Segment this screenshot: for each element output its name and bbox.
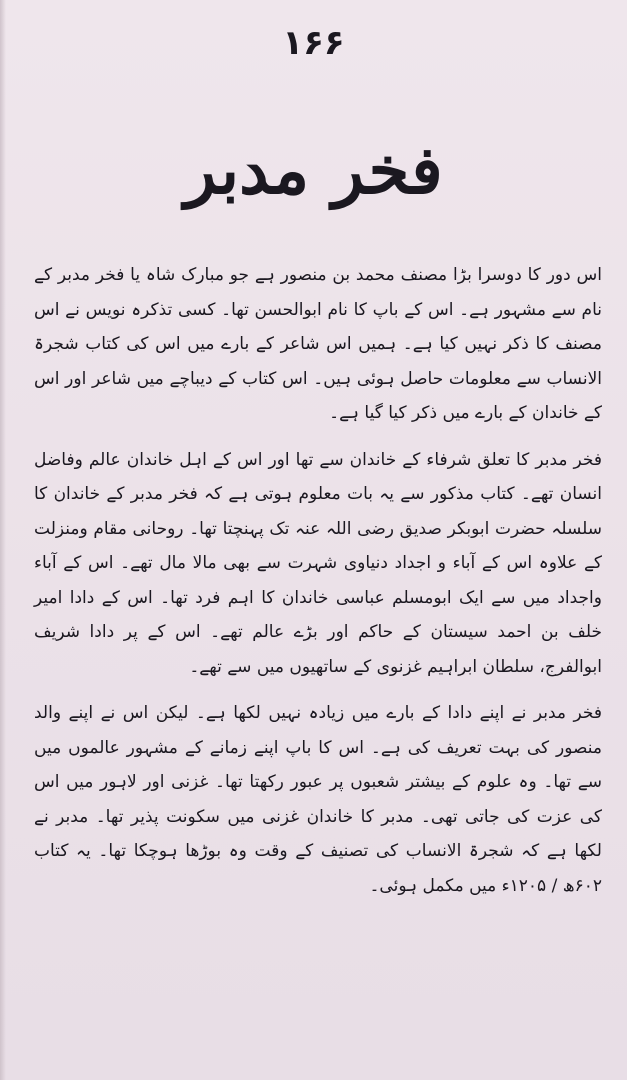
paragraph-1: اس دور کا دوسرا بڑا مصنف محمد بن منصور ہے جو مبارک شاہ یا فخر مدبر کے نام سے مشہور ہے۔ اس کے باپ کا نام ابوالحسن تھا۔ کسی تذکرہ نویس نے اس مصنف کا ذکر نہیں کیا ہے۔ ہمیں اس شاعر کے بارے میں اس کی کتاب شجرۃ الانساب سے معلومات حاصل ہوئی ہیں۔ اس کتاب کے دیباچے میں شاعر اور اس کے خاندان کے بارے میں ذکر کیا گیا ہے۔ (34, 265, 602, 423)
paragraph-2: فخر مدبر کا تعلق شرفاء کے خاندان سے تھا اور اس کے اہل خاندان عالم وفاضل انسان تھے۔ کتاب مذکور سے یہ بات معلوم ہوتی ہے کہ فخر مدبر کے خاندان کا سلسلہ حضرت ابوبکر صدیق رضی اللہ عنہ تک پہنچتا تھا۔ روحانی مقام ومنزلت کے علاوہ اس کے آباء و اجداد دنیاوی شہرت سے بھی مالا مال تھے۔ اس کے آباء واجداد میں سے ایک ابومسلم عباسی خاندان کا اہم فرد تھا۔ اس کے دادا امیر خلف بن احمد سیستان کے حاکم اور بڑے عالم تھے۔ اس کے پر دادا شریف ابوالفرج، سلطان ابراہیم غزنوی کے ساتھیوں میں سے تھے۔ (34, 449, 602, 677)
page-number: ۱۶۶ (282, 23, 345, 63)
paragraph-3: فخر مدبر نے اپنے دادا کے بارے میں زیادہ نہیں لکھا ہے۔ لیکن اس نے اپنے والد منصور کی بہت تعریف کی ہے۔ اس کا باپ اپنے زمانے کے مشہور عالموں میں سے تھا۔ وہ علوم کے بیشتر شعبوں پر عبور رکھتا تھا۔ غزنی اور لاہور میں اس کی عزت کی جاتی تھی۔ مدبر کا خاندان غزنی میں سکونت پذیر تھا۔ مدبر نے لکھا ہے کہ شجرۃ الانساب کی تصنیف کے وقت وہ بوڑھا ہوچکا تھا۔ یہ کتاب ۶۰۲ھ / ۱۲۰۵ء میں مکمل ہوئی۔ (34, 703, 602, 896)
chapter-title: فخر مدبر (184, 131, 443, 209)
body-text (34, 258, 602, 903)
